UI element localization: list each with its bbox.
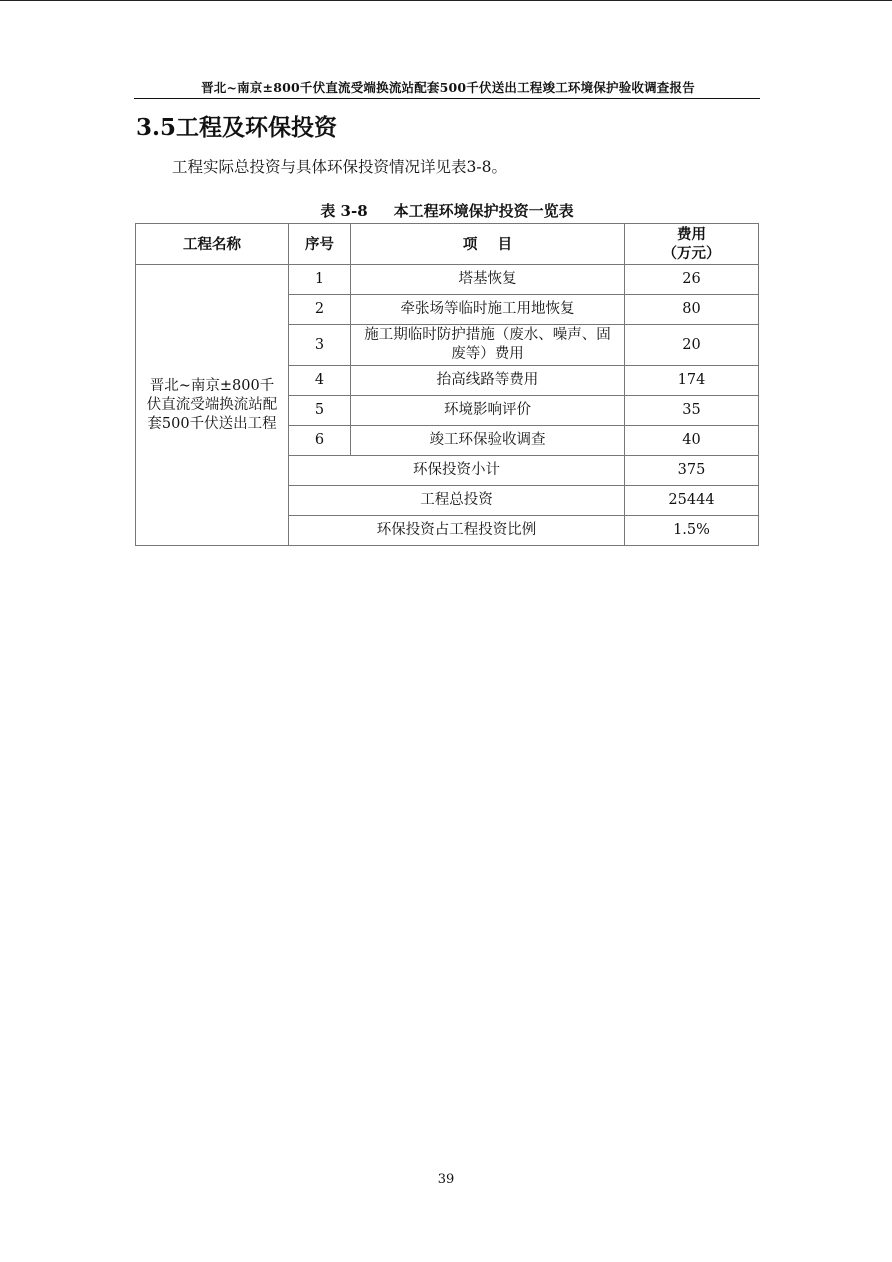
row-seq: 1 (289, 265, 351, 295)
row-seq: 2 (289, 295, 351, 325)
header-divider (134, 98, 760, 99)
table-caption-title: 本工程环境保护投资一览表 (393, 202, 574, 220)
header-cost-unit: （万元） (662, 245, 721, 262)
row-cost: 20 (625, 325, 759, 366)
row-cost: 26 (625, 265, 759, 295)
row-seq: 5 (289, 396, 351, 426)
row-cost: 40 (625, 426, 759, 456)
row-item: 抬高线路等费用 (351, 366, 625, 396)
table-caption-number: 表 3-8 (320, 202, 368, 220)
project-name-cell: 晋北~南京±800千伏直流受端换流站配套500千伏送出工程 (136, 265, 289, 546)
row-cost: 174 (625, 366, 759, 396)
header-cost (625, 224, 759, 265)
row-item: 塔基恢复 (351, 265, 625, 295)
row-seq: 3 (289, 325, 351, 366)
intro-paragraph: 工程实际总投资与具体环保投资情况详见表3-8。 (172, 158, 507, 176)
summary-value: 375 (625, 456, 759, 486)
row-cost: 35 (625, 396, 759, 426)
row-item: 施工期临时防护措施（废水、噪声、固废等）费用 (351, 325, 625, 366)
page-top-border (0, 0, 892, 1)
summary-value: 25444 (625, 486, 759, 516)
summary-value: 1.5% (625, 516, 759, 546)
header-item: 项 目 (351, 224, 625, 265)
running-header: 晋北~南京±800千伏直流受端换流站配套500千伏送出工程竣工环境保护验收调查报告 (201, 80, 695, 95)
row-cost: 80 (625, 295, 759, 325)
header-seq: 序号 (289, 224, 351, 265)
row-seq: 4 (289, 366, 351, 396)
header-project-name: 工程名称 (136, 224, 289, 265)
row-item: 竣工环保验收调查 (351, 426, 625, 456)
table-header-row (136, 224, 759, 265)
header-cost-label: 费用 (677, 226, 706, 243)
summary-label: 环保投资占工程投资比例 (289, 516, 625, 546)
page-number: 39 (437, 1172, 455, 1187)
row-seq: 6 (289, 426, 351, 456)
section-title: 3.5工程及环保投资 (136, 114, 338, 141)
summary-label: 工程总投资 (289, 486, 625, 516)
table-row (136, 265, 759, 295)
summary-label: 环保投资小计 (289, 456, 625, 486)
row-item: 环境影响评价 (351, 396, 625, 426)
table-caption (136, 200, 758, 221)
investment-table (135, 223, 759, 546)
row-item: 牵张场等临时施工用地恢复 (351, 295, 625, 325)
